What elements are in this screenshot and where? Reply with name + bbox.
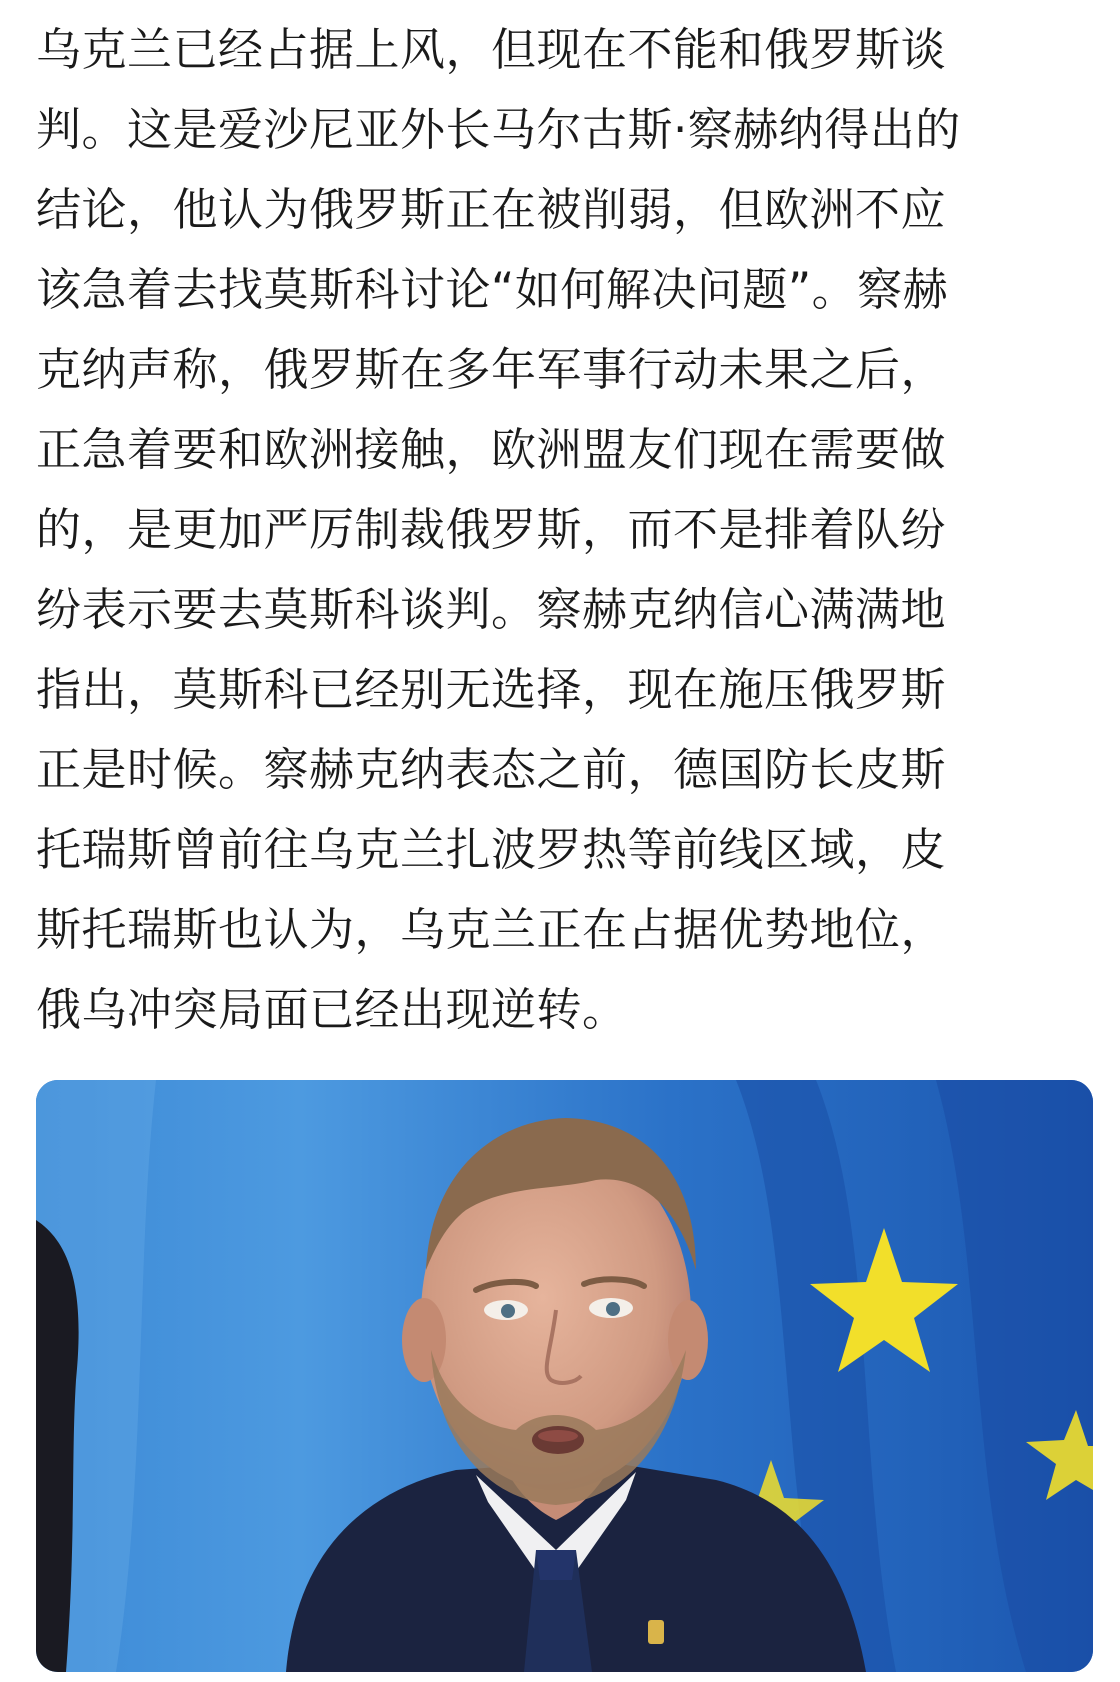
- article-line: 该急着去找莫斯科讨论“如何解决问题”。察赫: [36, 263, 949, 316]
- article-line: 正急着要和欧洲接触，欧洲盟友们现在需要做: [36, 423, 947, 476]
- article-body: [36, 10, 1086, 1050]
- article-line: 的，是更加严厉制裁俄罗斯，而不是排着队纷: [36, 503, 947, 556]
- photo-illustration: [36, 1080, 1093, 1672]
- article-line: 托瑞斯曾前往乌克兰扎波罗热等前线区域，皮: [36, 823, 947, 876]
- article-line: 斯托瑞斯也认为，乌克兰正在占据优势地位，: [36, 903, 947, 956]
- article-line: 克纳声称，俄罗斯在多年军事行动未果之后，: [36, 343, 947, 396]
- article-line: 结论，他认为俄罗斯正在被削弱，但欧洲不应: [36, 183, 947, 236]
- article: [36, 10, 1086, 1050]
- article-line: 判。这是爱沙尼亚外长马尔古斯·察赫纳得出的: [36, 103, 961, 156]
- article-line: 正是时候。察赫克纳表态之前，德国防长皮斯: [36, 743, 947, 796]
- article-line: 指出，莫斯科已经别无选择，现在施压俄罗斯: [36, 663, 947, 716]
- article-line: 乌克兰已经占据上风，但现在不能和俄罗斯谈: [36, 23, 947, 76]
- lapel-pin-icon: [648, 1620, 664, 1644]
- article-line: 纷表示要去莫斯科谈判。察赫克纳信心满满地: [36, 583, 947, 636]
- article-photo[interactable]: [36, 1080, 1093, 1672]
- article-line: 俄乌冲突局面已经出现逆转。: [36, 983, 628, 1036]
